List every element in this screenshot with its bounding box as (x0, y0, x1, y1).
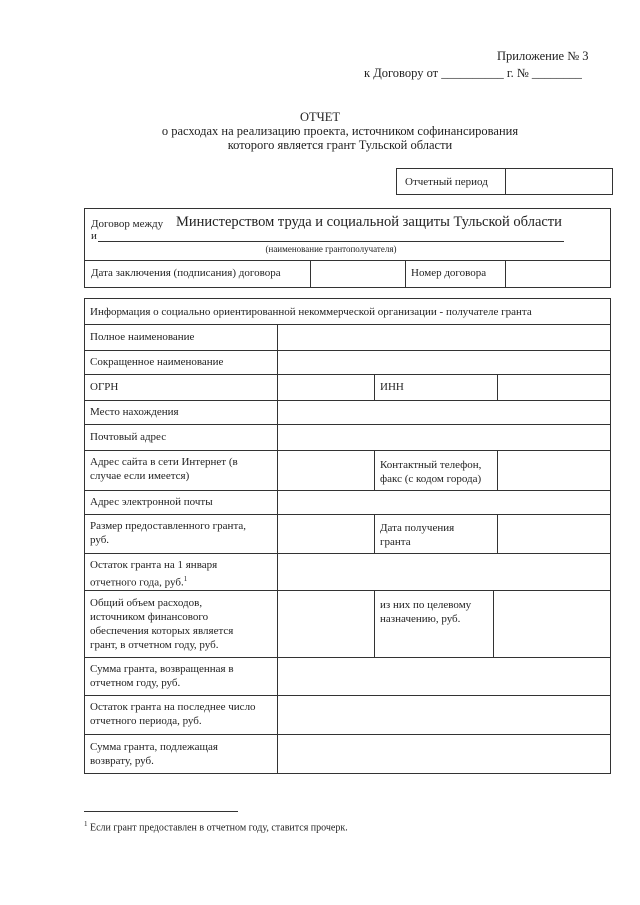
row-grant-date-2: гранта (380, 536, 411, 548)
row-returned-2: отчетном году, руб. (90, 677, 181, 689)
row-to-return-2: возврату, руб. (90, 755, 154, 767)
grantee-caption: (наименование грантополучателя) (265, 244, 397, 254)
appendix-label: Приложение № 3 (497, 49, 589, 63)
ministry-name: Министерством труда и социальной защиты Тульской области (176, 214, 562, 230)
row-targeted-2: назначению, руб. (380, 613, 461, 625)
row-location: Место нахождения (90, 406, 179, 418)
row-balance-end-1: Остаток гранта на последнее число (90, 701, 256, 713)
and-label: и (91, 230, 97, 242)
row-grant-size-1: Размер предоставленного гранта, (90, 520, 247, 532)
row-phone-1: Контактный телефон, (380, 459, 482, 471)
row-balance-jan-1: Остаток гранта на 1 января (90, 559, 218, 571)
row-total-exp-4: грант, в отчетном году, руб. (90, 639, 219, 651)
row-total-exp-1: Общий объем расходов, (90, 597, 203, 609)
row-short-name: Сокращенное наименование (90, 356, 224, 368)
report-title: ОТЧЕТ (299, 110, 341, 124)
footnote-mark: 1 (84, 820, 88, 828)
footnote-separator (84, 811, 238, 812)
row-phone-2: факс (с кодом города) (380, 473, 482, 485)
footnote-ref: 1 (183, 575, 188, 583)
row-grant-size-2: руб. (90, 534, 110, 546)
row-ogrn: ОГРН (90, 381, 119, 393)
row-postal-address: Почтовый адрес (90, 431, 167, 443)
contract-prefix: Договор между (91, 218, 164, 230)
row-balance-jan-2: отчетного года, руб.$^1$ (90, 575, 188, 589)
footnote-text: Если грант предоставлен в отчетном году, ставится прочерк. (90, 822, 348, 834)
row-total-exp-2: источником финансового (90, 611, 209, 623)
row-inn: ИНН (380, 381, 404, 393)
report-subtitle-2: которого является грант Тульской области (227, 138, 453, 152)
row-total-exp-3: обеспечения которых является (90, 625, 234, 637)
row-to-return-1: Сумма гранта, подлежащая (90, 741, 218, 753)
row-website-2: случае если имеется) (90, 470, 190, 482)
contract-number-label: Номер договора (411, 267, 487, 279)
row-grant-date-1: Дата получения (380, 522, 455, 534)
row-targeted-1: из них по целевому (380, 599, 472, 611)
footnote (84, 818, 348, 834)
report-subtitle-1: о расходах на реализацию проекта, источником софинансирования (161, 124, 519, 138)
row-email: Адрес электронной почты (90, 496, 213, 508)
contract-date-label: Дата заключения (подписания) договора (91, 267, 281, 279)
row-returned-1: Сумма гранта, возвращенная в (90, 663, 234, 675)
row-balance-end-2: отчетного периода, руб. (90, 715, 202, 727)
info-table-heading: Информация о социально ориентированной некоммерческой организации - получателе гранта (90, 306, 532, 318)
contract-reference: к Договору от __________ г. № ________ (364, 66, 582, 80)
row-full-name: Полное наименование (90, 331, 195, 343)
grantee-name-line[interactable] (98, 241, 564, 242)
row-website-1: Адрес сайта в сети Интернет (в (90, 456, 238, 468)
period-label: Отчетный период (405, 176, 488, 188)
